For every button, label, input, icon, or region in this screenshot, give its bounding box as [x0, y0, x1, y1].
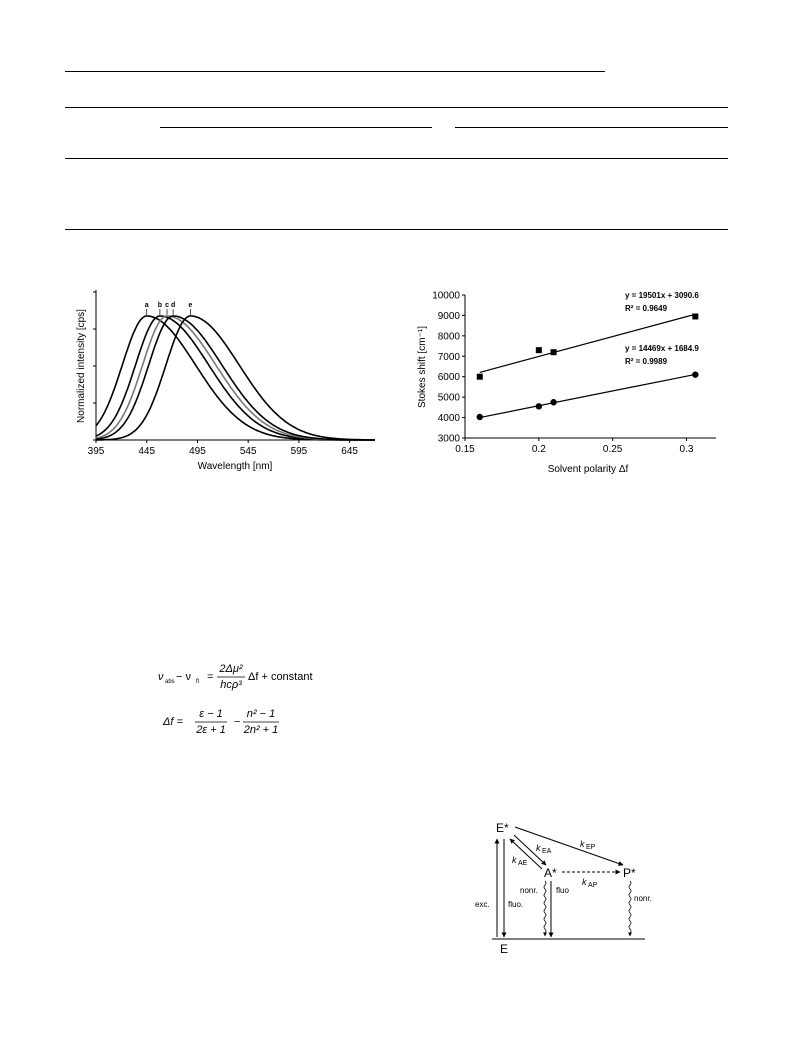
- eq2-num2: n² − 1: [246, 708, 276, 720]
- eq2-den2: 2n² + 1: [243, 724, 279, 736]
- label-nonr-P: nonr.: [634, 894, 652, 903]
- eq2-lhs: Δf =: [163, 716, 183, 728]
- arrow-P-nonradiative: [629, 881, 631, 936]
- eq2-den1: 2ε + 1: [196, 724, 226, 736]
- fit-equation-2: y = 14469x + 1684.9: [625, 344, 699, 353]
- fit-equation-1: y = 19501x + 3090.6: [625, 291, 699, 300]
- data-point-square: [692, 313, 698, 319]
- curve-labels: [145, 302, 193, 315]
- table-body-rule: [65, 158, 728, 159]
- fit-r2-2: R² = 0.9989: [625, 357, 668, 366]
- eq1-nu-abs: ν: [158, 671, 164, 683]
- emission-spectra-chart: [70, 282, 385, 482]
- rate-k-ea: k: [536, 843, 541, 853]
- rate-k-ep: k: [580, 839, 585, 849]
- x-tick-label: 0.25: [602, 444, 623, 455]
- y-tick-label: 3000: [437, 433, 460, 445]
- eq1-equals: =: [207, 671, 214, 683]
- y-tick-label: 8000: [437, 331, 460, 343]
- rate-k-ap-sub: AP: [588, 882, 598, 889]
- x-tick-label: 395: [87, 446, 105, 457]
- data-point-square: [477, 374, 483, 380]
- rate-k-ae: k: [512, 855, 517, 865]
- curve-label-b: b: [157, 302, 163, 309]
- spectrum-curve-c: [96, 316, 375, 440]
- data-point-circle: [692, 371, 698, 377]
- eq1-tail: Δf + constant: [248, 671, 313, 683]
- x-tick-label: 445: [138, 446, 156, 457]
- data-point-circle: [550, 399, 556, 405]
- x-tick-labels: [88, 440, 359, 457]
- y-tick-label: 5000: [437, 392, 460, 404]
- rate-k-ae-sub: AE: [518, 860, 528, 867]
- curve-label-a: a: [144, 302, 149, 309]
- y-tick-label: 9000: [437, 310, 460, 322]
- x-tick-label: 595: [290, 446, 308, 457]
- x-tick-label: 0.3: [679, 444, 694, 455]
- x-tick-labels: [455, 438, 694, 455]
- curve-label-d: d: [170, 302, 176, 309]
- label-fluo-A: fluo: [556, 886, 569, 895]
- eq1-nu-fl: − ν: [176, 671, 191, 683]
- label-exc: exc.: [475, 900, 490, 909]
- table-subheader-rule-1: [160, 127, 432, 128]
- y-tick-label: 4000: [437, 413, 460, 425]
- x-tick-label: 0.2: [531, 444, 546, 455]
- x-axis-label: Solvent polarity Δf: [547, 464, 629, 475]
- spectrum-curves: [96, 316, 375, 440]
- kinetic-scheme-diagram: [470, 815, 670, 960]
- y-axis-label: Normalized intensity [cps]: [76, 309, 87, 423]
- rate-k-ep-sub: EP: [586, 844, 596, 851]
- state-P-star: P*: [623, 866, 636, 880]
- x-tick-label: 545: [239, 446, 257, 457]
- curve-label-e: e: [188, 302, 193, 309]
- data-point-square: [551, 349, 557, 355]
- x-tick-label: 0.15: [455, 444, 475, 455]
- eq2-num1: ε − 1: [199, 708, 223, 720]
- x-tick-label: 645: [341, 446, 358, 457]
- state-E-star: E*: [496, 821, 509, 835]
- curve-label-c: c: [165, 302, 169, 309]
- fit-r2-1: R² = 0.9649: [625, 304, 668, 313]
- state-E: E: [500, 942, 509, 956]
- lippert-mataga-equations: [155, 660, 355, 740]
- data-point-circle: [477, 414, 483, 420]
- eq2-minus: −: [234, 716, 241, 728]
- data-point-circle: [536, 403, 542, 409]
- rate-k-ea-sub: EA: [542, 848, 552, 855]
- data-points: [477, 313, 699, 420]
- arrow-A-nonradiative: [544, 881, 546, 936]
- table-header-rule: [65, 107, 728, 108]
- table-top-rule: [65, 71, 605, 72]
- y-tick-labels: [432, 291, 465, 445]
- rate-k-ap: k: [582, 877, 587, 887]
- x-axis-label: Wavelength [nm]: [197, 461, 273, 472]
- y-axis-label: Stokes shift [cm⁻¹]: [417, 326, 428, 408]
- label-nonr-A: nonr.: [520, 886, 538, 895]
- fit-line-2: [480, 374, 696, 417]
- y-tick-label: 7000: [437, 351, 460, 363]
- eq1-denominator: hcρ³: [220, 679, 242, 691]
- eq1-sub-abs: abs: [165, 679, 175, 685]
- label-fluo-E: fluo.: [508, 900, 524, 909]
- table-bottom-rule: [65, 229, 728, 230]
- y-tick-label: 6000: [437, 372, 460, 384]
- y-tick-label: 10000: [432, 290, 460, 302]
- table-subheader-rule-2: [455, 127, 728, 128]
- stokes-shift-chart: [410, 285, 740, 485]
- eq1-sub-fl: fl: [196, 679, 199, 685]
- eq1-numerator: 2Δμ²: [219, 663, 243, 675]
- x-tick-label: 495: [189, 446, 206, 457]
- state-A-star: A*: [544, 866, 557, 880]
- data-point-square: [536, 347, 542, 353]
